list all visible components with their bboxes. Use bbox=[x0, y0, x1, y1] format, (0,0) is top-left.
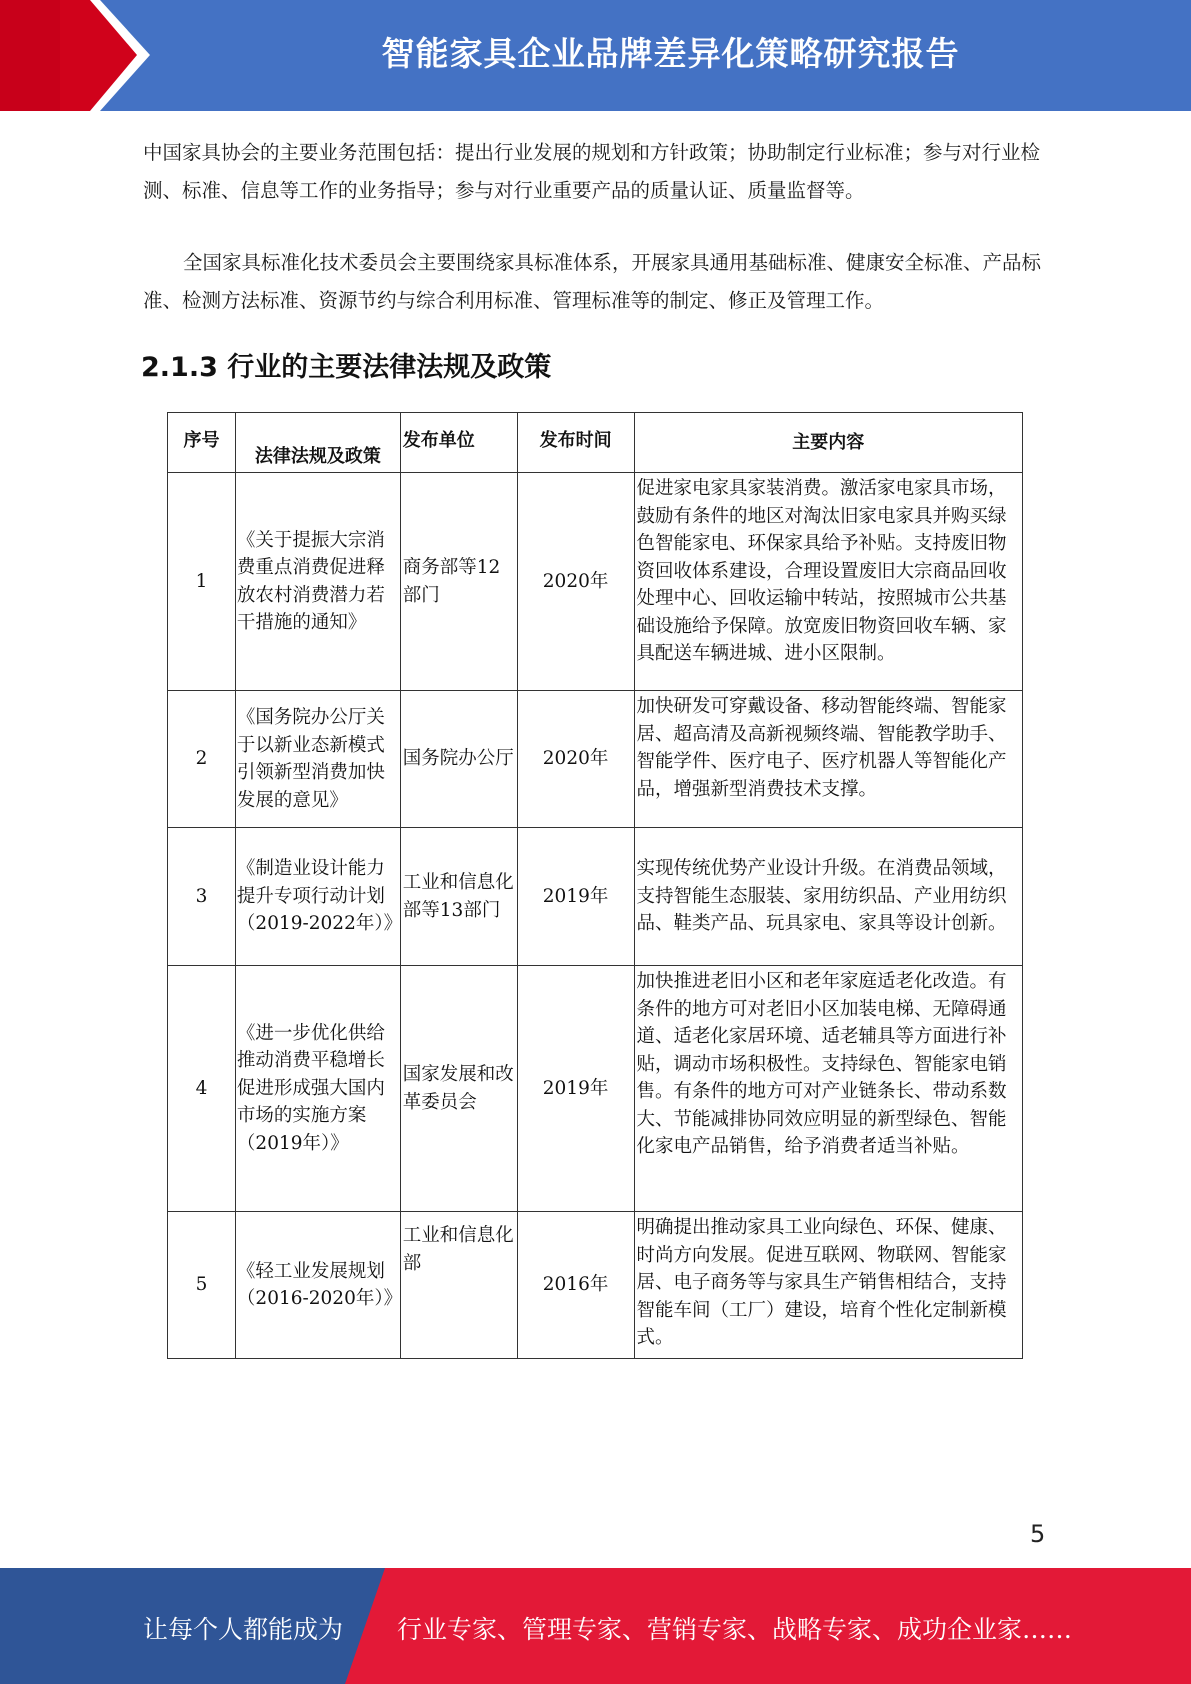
table-row bbox=[168, 1212, 1023, 1359]
page-number: 5 bbox=[1030, 1520, 1046, 1548]
row-content: 加快研发可穿戴设备、移动智能终端、智能家居、超高清及高新视频终端、智能教学助手、智能学件、医疗电子、医疗机器人等智能化产品，增强新型消费技术支撑。 bbox=[634, 691, 1022, 828]
row-no: 4 bbox=[168, 966, 236, 1212]
row-org: 商务部等12部门 bbox=[400, 473, 517, 691]
row-date: 2016年 bbox=[517, 1212, 634, 1359]
table-header-row bbox=[168, 413, 1023, 473]
row-no: 5 bbox=[168, 1212, 236, 1359]
row-law: 《关于提振大宗消费重点消费促进释放农村消费潜力若干措施的通知》 bbox=[235, 473, 400, 691]
footer-banner bbox=[0, 1568, 1191, 1684]
footer-slogan-right: 行业专家、管理专家、营销专家、战略专家、成功企业家…… bbox=[397, 1615, 1073, 1644]
header-banner bbox=[0, 0, 1191, 111]
header-no: 序号 bbox=[168, 413, 236, 473]
row-no: 3 bbox=[168, 828, 236, 966]
report-title: 智能家具企业品牌差异化策略研究报告 bbox=[381, 34, 960, 73]
row-content: 明确提出推动家具工业向绿色、环保、健康、时尚方向发展。促进互联网、物联网、智能家居、电子商务等与家具生产销售相结合，支持智能车间（工厂）建设，培育个性化定制新模式。 bbox=[634, 1212, 1022, 1359]
row-law: 《国务院办公厅关于以新业态新模式引领新型消费加快发展的意见》 bbox=[235, 691, 400, 828]
paragraph-association-scope: 中国家具协会的主要业务范围包括：提出行业发展的规划和方针政策；协助制定行业标准；参与对行业检测、标准、信息等工作的业务指导；参与对行业重要产品的质量认证、质量监督等。 bbox=[143, 141, 1041, 202]
policy-table bbox=[167, 412, 1023, 1359]
row-date: 2020年 bbox=[517, 473, 634, 691]
row-content: 加快推进老旧小区和老年家庭适老化改造。有条件的地方可对老旧小区加装电梯、无障碍通道、适老化家居环境、适老辅具等方面进行补贴，调动市场积极性。支持绿色、智能家电销售。有条件的地方可对产业链条长、带动系数大、节能减排协同效应明显的新型绿色、智能化家电产品销售，给予消费者适当补贴。 bbox=[634, 966, 1022, 1212]
row-date: 2020年 bbox=[517, 691, 634, 828]
row-org: 国家发展和改革委员会 bbox=[400, 966, 517, 1212]
table-row bbox=[168, 966, 1023, 1212]
footer-slogan-left: 让每个人都能成为 bbox=[143, 1615, 344, 1644]
paragraph-standardization-committee: 全国家具标准化技术委员会主要围绕家具标准体系，开展家具通用基础标准、健康安全标准、产品标准、检测方法标准、资源节约与综合利用标准、管理标准等的制定、修正及管理工作。 bbox=[143, 251, 1042, 312]
row-org: 工业和信息化部等13部门 bbox=[400, 828, 517, 966]
row-org: 工业和信息化部 bbox=[400, 1212, 517, 1359]
row-no: 1 bbox=[168, 473, 236, 691]
row-content: 实现传统优势产业设计升级。在消费品领域，支持智能生态服装、家用纺织品、产业用纺织品、鞋类产品、玩具家电、家具等设计创新。 bbox=[634, 828, 1022, 966]
row-content: 促进家电家具家装消费。激活家电家具市场，鼓励有条件的地区对淘汰旧家电家具并购买绿色智能家电、环保家具给予补贴。支持废旧物资回收体系建设，合理设置废旧大宗商品回收处理中心、回收运输中转站，按照城市公共基础设施给予保障。放宽废旧物资回收车辆、家具配送车辆进城、进小区限制。 bbox=[634, 473, 1022, 691]
header-content: 主要内容 bbox=[634, 413, 1022, 473]
row-law: 《轻工业发展规划（2016-2020年）》 bbox=[235, 1212, 400, 1359]
header-law: 法律法规及政策 bbox=[235, 413, 400, 473]
row-no: 2 bbox=[168, 691, 236, 828]
row-org: 国务院办公厅 bbox=[400, 691, 517, 828]
row-law: 《制造业设计能力提升专项行动计划（2019-2022年）》 bbox=[235, 828, 400, 966]
section-title: 2.1.3 行业的主要法律法规及政策 bbox=[141, 352, 552, 383]
row-date: 2019年 bbox=[517, 966, 634, 1212]
table-row bbox=[168, 828, 1023, 966]
header-date: 发布时间 bbox=[517, 413, 634, 473]
header-org: 发布单位 bbox=[400, 413, 517, 473]
row-law: 《进一步优化供给推动消费平稳增长促进形成强大国内市场的实施方案（2019年）》 bbox=[235, 966, 400, 1212]
table-row bbox=[168, 473, 1023, 691]
table-row bbox=[168, 691, 1023, 828]
row-date: 2019年 bbox=[517, 828, 634, 966]
